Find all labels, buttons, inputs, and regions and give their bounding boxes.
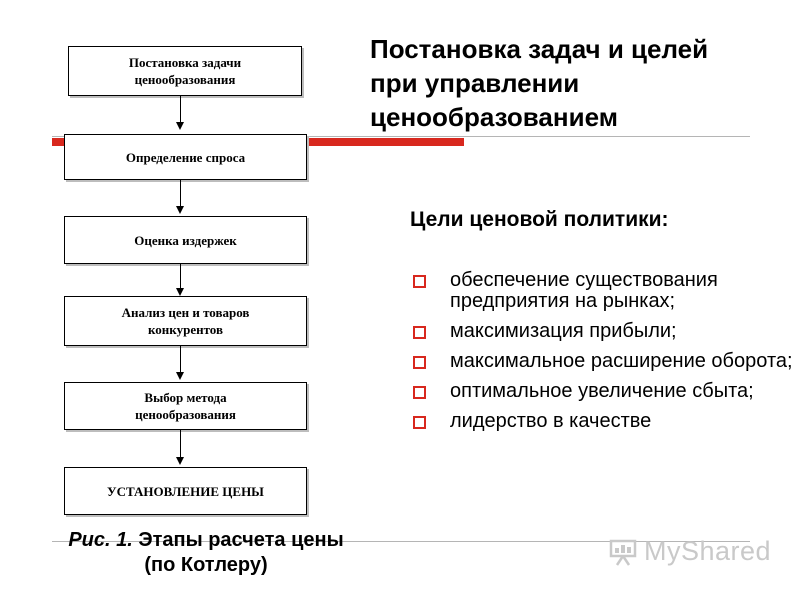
flow-step-3 — [64, 216, 307, 264]
flow-step-6-label: УСТАНОВЛЕНИЕ ЦЕНЫ — [107, 483, 264, 499]
goal-item-text: лидерство в качестве — [450, 410, 652, 432]
square-bullet-icon — [413, 386, 426, 399]
slide-title: Постановка задач и целей при управлении ценообразованием — [370, 34, 709, 132]
figure-caption-text: Этапы расчета цены (по Котлеру) — [132, 529, 344, 576]
square-bullet-icon — [413, 416, 426, 429]
goal-item — [410, 270, 795, 312]
figure-caption — [56, 528, 356, 578]
square-bullet-icon — [413, 326, 426, 339]
flow-step-5-label: Выбор метода ценообразования — [135, 390, 236, 422]
flow-step-2 — [64, 134, 307, 180]
goal-item — [410, 351, 795, 372]
flow-step-5 — [64, 382, 307, 430]
goals-heading: Цели ценовой политики: — [410, 208, 669, 231]
accent-bar-left — [52, 138, 64, 146]
watermark-text: MyShared — [644, 536, 772, 566]
flow-step-2-label: Определение спроса — [125, 149, 246, 165]
goal-item — [410, 411, 795, 432]
flow-step-1 — [68, 46, 302, 96]
figure-caption-number: Рис. 1. — [68, 529, 133, 551]
square-bullet-icon — [413, 275, 426, 288]
goal-item — [410, 381, 795, 402]
goal-item-text: максимальное расширение оборота; — [450, 350, 793, 372]
goals-list — [410, 270, 795, 432]
flow-step-4 — [64, 296, 307, 346]
accent-bar-middle — [306, 138, 464, 146]
flow-step-6 — [64, 467, 307, 515]
goal-item-text: оптимальное увеличение сбыта; — [450, 380, 754, 402]
flow-step-1-label: Постановка задачи ценообразования — [128, 55, 242, 87]
flow-step-4-label: Анализ цен и товаров конкурентов — [121, 305, 250, 337]
presentation-board-icon — [608, 537, 638, 567]
flow-step-3-label: Оценка издержек — [134, 232, 237, 248]
goal-item-text: максимизация прибыли; — [450, 320, 677, 342]
square-bullet-icon — [413, 356, 426, 369]
watermark — [608, 536, 771, 567]
goal-item — [410, 321, 795, 342]
goal-item-text: обеспечение существования предприятия на рынках; — [450, 269, 718, 312]
